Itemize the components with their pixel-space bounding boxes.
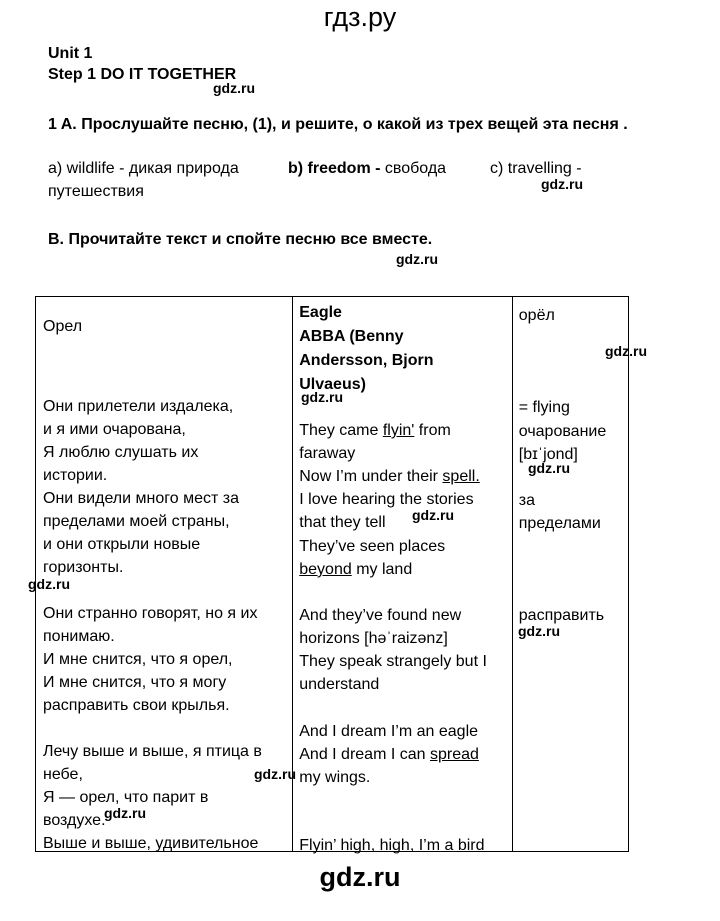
song-title: Eagle: [299, 304, 342, 321]
song-author: ABBA (Benny: [299, 328, 404, 345]
note-line: расправить: [518, 607, 605, 624]
russian-line: расправить свои крылья.: [43, 697, 230, 714]
song-table: [35, 296, 629, 852]
site-logo-top: гдз.ру: [323, 2, 397, 32]
lyric-line: my wings.: [299, 769, 371, 786]
watermark: gdz.ru: [412, 507, 454, 523]
watermark: gdz.ru: [528, 460, 570, 476]
option-c: c) travelling -: [490, 160, 582, 177]
russian-line: И мне снится, что я орел,: [43, 651, 233, 668]
russian-line: Они видели много мест за: [43, 490, 239, 507]
lyric-line: Flyin’ high, high, I’m a bird: [299, 837, 485, 854]
watermark: gdz.ru: [213, 80, 255, 96]
task-b-heading: B. Прочитайте текст и спойте песню все вместе.: [48, 231, 433, 248]
lyric-line: faraway: [299, 445, 356, 462]
russian-line: понимаю.: [43, 628, 115, 645]
russian-line: Я — орел, что парит в: [43, 789, 209, 806]
russian-line: и я ими очарована,: [43, 421, 186, 438]
task-a-heading: 1 A. Прослушайте песню, (1), и решите, о какой из трех вещей эта песня .: [48, 116, 628, 133]
note-line: орёл: [518, 307, 555, 324]
lyric-line: And I dream I can spread: [299, 746, 479, 763]
option-a: a) wildlife - дикая природа: [48, 160, 239, 177]
russian-line: истории.: [43, 467, 108, 484]
unit-heading: Unit 1: [48, 45, 93, 62]
watermark: gdz.ru: [104, 805, 146, 821]
russian-line: Я люблю слушать их: [43, 444, 199, 461]
russian-line: Выше и выше, удивительное: [43, 835, 259, 852]
watermark: gdz.ru: [28, 576, 70, 592]
notes-column: [512, 297, 628, 852]
russian-title: Орел: [43, 318, 83, 335]
lyric-line: They’ve seen places: [299, 538, 446, 555]
russian-line: горизонты.: [43, 559, 124, 576]
watermark: gdz.ru: [518, 623, 560, 639]
lyric-line: I love hearing the stories: [299, 491, 474, 508]
watermark: gdz.ru: [301, 389, 343, 405]
note-line: за: [518, 492, 535, 509]
song-author: Ulvaeus): [299, 376, 366, 393]
option-c-continued: путешествия: [48, 183, 144, 200]
watermark: gdz.ru: [605, 343, 647, 359]
lyric-line: They speak strangely but I: [299, 653, 487, 670]
song-author: Andersson, Bjorn: [299, 352, 434, 369]
english-column: [293, 297, 513, 852]
russian-line: небе,: [43, 766, 83, 783]
lyric-line: And I dream I’m an eagle: [299, 723, 479, 740]
watermark: gdz.ru: [396, 251, 438, 267]
lyric-line: that they tell: [299, 514, 386, 531]
note-line: пределами: [518, 515, 601, 532]
note-line: [bɪˈjond]: [518, 446, 578, 463]
russian-line: Они странно говорят, но я их: [43, 605, 258, 622]
russian-line: воздухе.: [43, 812, 106, 829]
watermark: gdz.ru: [254, 766, 296, 782]
note-line: очарование: [518, 423, 607, 440]
lyric-line: beyond my land: [299, 561, 413, 578]
site-logo-bottom: gdz.ru: [319, 862, 401, 892]
option-b: [288, 158, 446, 180]
lyric-line: Now I’m under their spell.: [299, 468, 480, 485]
note-line: = flying: [518, 399, 570, 416]
lyric-line: They came flyin' from: [299, 422, 451, 439]
russian-line: Лечу выше и выше, я птица в: [43, 743, 262, 760]
lyric-line: horizons [həˈraizənz]: [299, 630, 448, 647]
russian-line: и они открыли новые: [43, 536, 201, 553]
lyric-line: understand: [299, 676, 380, 693]
option-b-translation: свобода: [380, 160, 447, 177]
lyric-line: And they’ve found new: [299, 607, 462, 624]
russian-line: И мне снится, что я могу: [43, 674, 227, 691]
option-b-word: b) freedom -: [288, 160, 381, 177]
russian-line: Они прилетели издалека,: [43, 398, 234, 415]
watermark: gdz.ru: [541, 176, 583, 192]
russian-line: пределами моей страны,: [43, 513, 230, 530]
step-heading: Step 1 DO IT TOGETHER: [48, 66, 237, 83]
